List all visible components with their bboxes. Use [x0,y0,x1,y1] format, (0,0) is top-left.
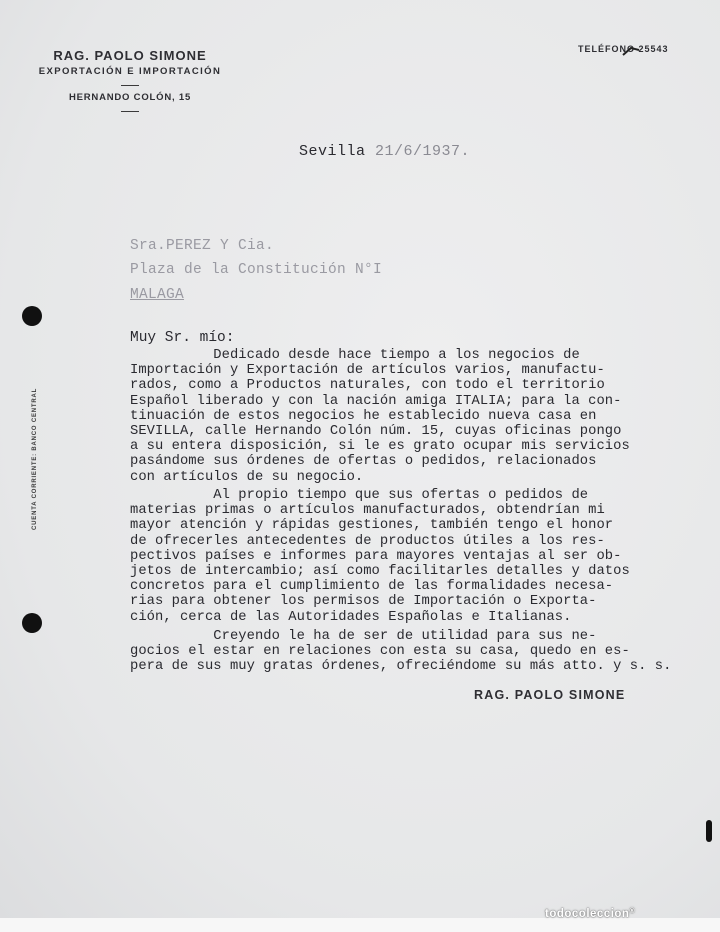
letterhead-divider [121,85,139,86]
date-value: 21/6/1937. [375,143,471,160]
letterhead [30,48,230,118]
phone-number: TELÉFONO 25543 [578,44,669,54]
date-line [299,143,470,160]
company-subtitle: EXPORTACIÓN E IMPORTACIÓN [38,66,222,77]
watermark-text: todocoleccion [545,908,630,920]
recipient-street: Plaza de la Constitución N°I [130,262,383,278]
letterhead-divider-bottom [121,111,139,112]
salutation: Muy Sr. mío: [130,330,235,346]
recipient-name: Sra.PEREZ Y Cia. [130,238,275,254]
company-address: HERNANDO COLÓN, 15 [68,92,192,103]
punch-hole-icon [22,613,42,633]
date-place: Sevilla [299,143,366,160]
bank-account-note: CUENTA CORRIENTE: BANCO CENTRAL [32,387,38,530]
company-name: RAG. PAOLO SIMONE [53,48,207,63]
recipient-city: MALAGA [130,287,185,303]
punch-hole-icon [22,306,42,326]
watermark-logo: todocoleccion® [545,908,636,920]
body-paragraph: Creyendo le ha de ser de utilidad para sus ne- gocios el estar en relaciones con esta su casa, quedo en es- pera de sus muy gratas órdenes, ofreciéndome su más atto. y s. s. [130,629,672,675]
body-paragraph: Dedicado desde hace tiempo a los negocios de Importación y Exportación de artículos varios, manufactu- rados, como a Productos naturales, con todo el territorio Español liberado y con la nación amiga ITALIA; para la con- tinuación de estos negocios he establecido nueva casa en SEVILLA, calle Hernando Colón núm. 15, cuyas oficinas pongo a su entera disposición, si le es grato ocupar mis servicios pasándome sus órdenes de ofertas o pedidos, relacionados con artículos de su negocio. [130,348,630,485]
signature-block: RAG. PAOLO SIMONE [474,688,626,702]
page-bottom-border [0,918,720,932]
handwritten-mark [622,46,640,56]
clip-mark [706,820,712,842]
body-paragraph: Al propio tiempo que sus ofertas o pedidos de materias primas o artículos manufacturados, obtendrían mi mayor atención y rápidas gestiones, también tengo el honor de ofrecerles antecedentes de productos útiles a los res- pectivos países e informes para mayores ventajas al ser ob- jetos de intercambio; así como facilitarles detalles y datos concretos para el cumplimiento de las formalidades necesa- rias para obtener los permisos de Importación o Exporta- ción, cerca de las Autoridades Españolas e Italianas. [130,488,630,625]
